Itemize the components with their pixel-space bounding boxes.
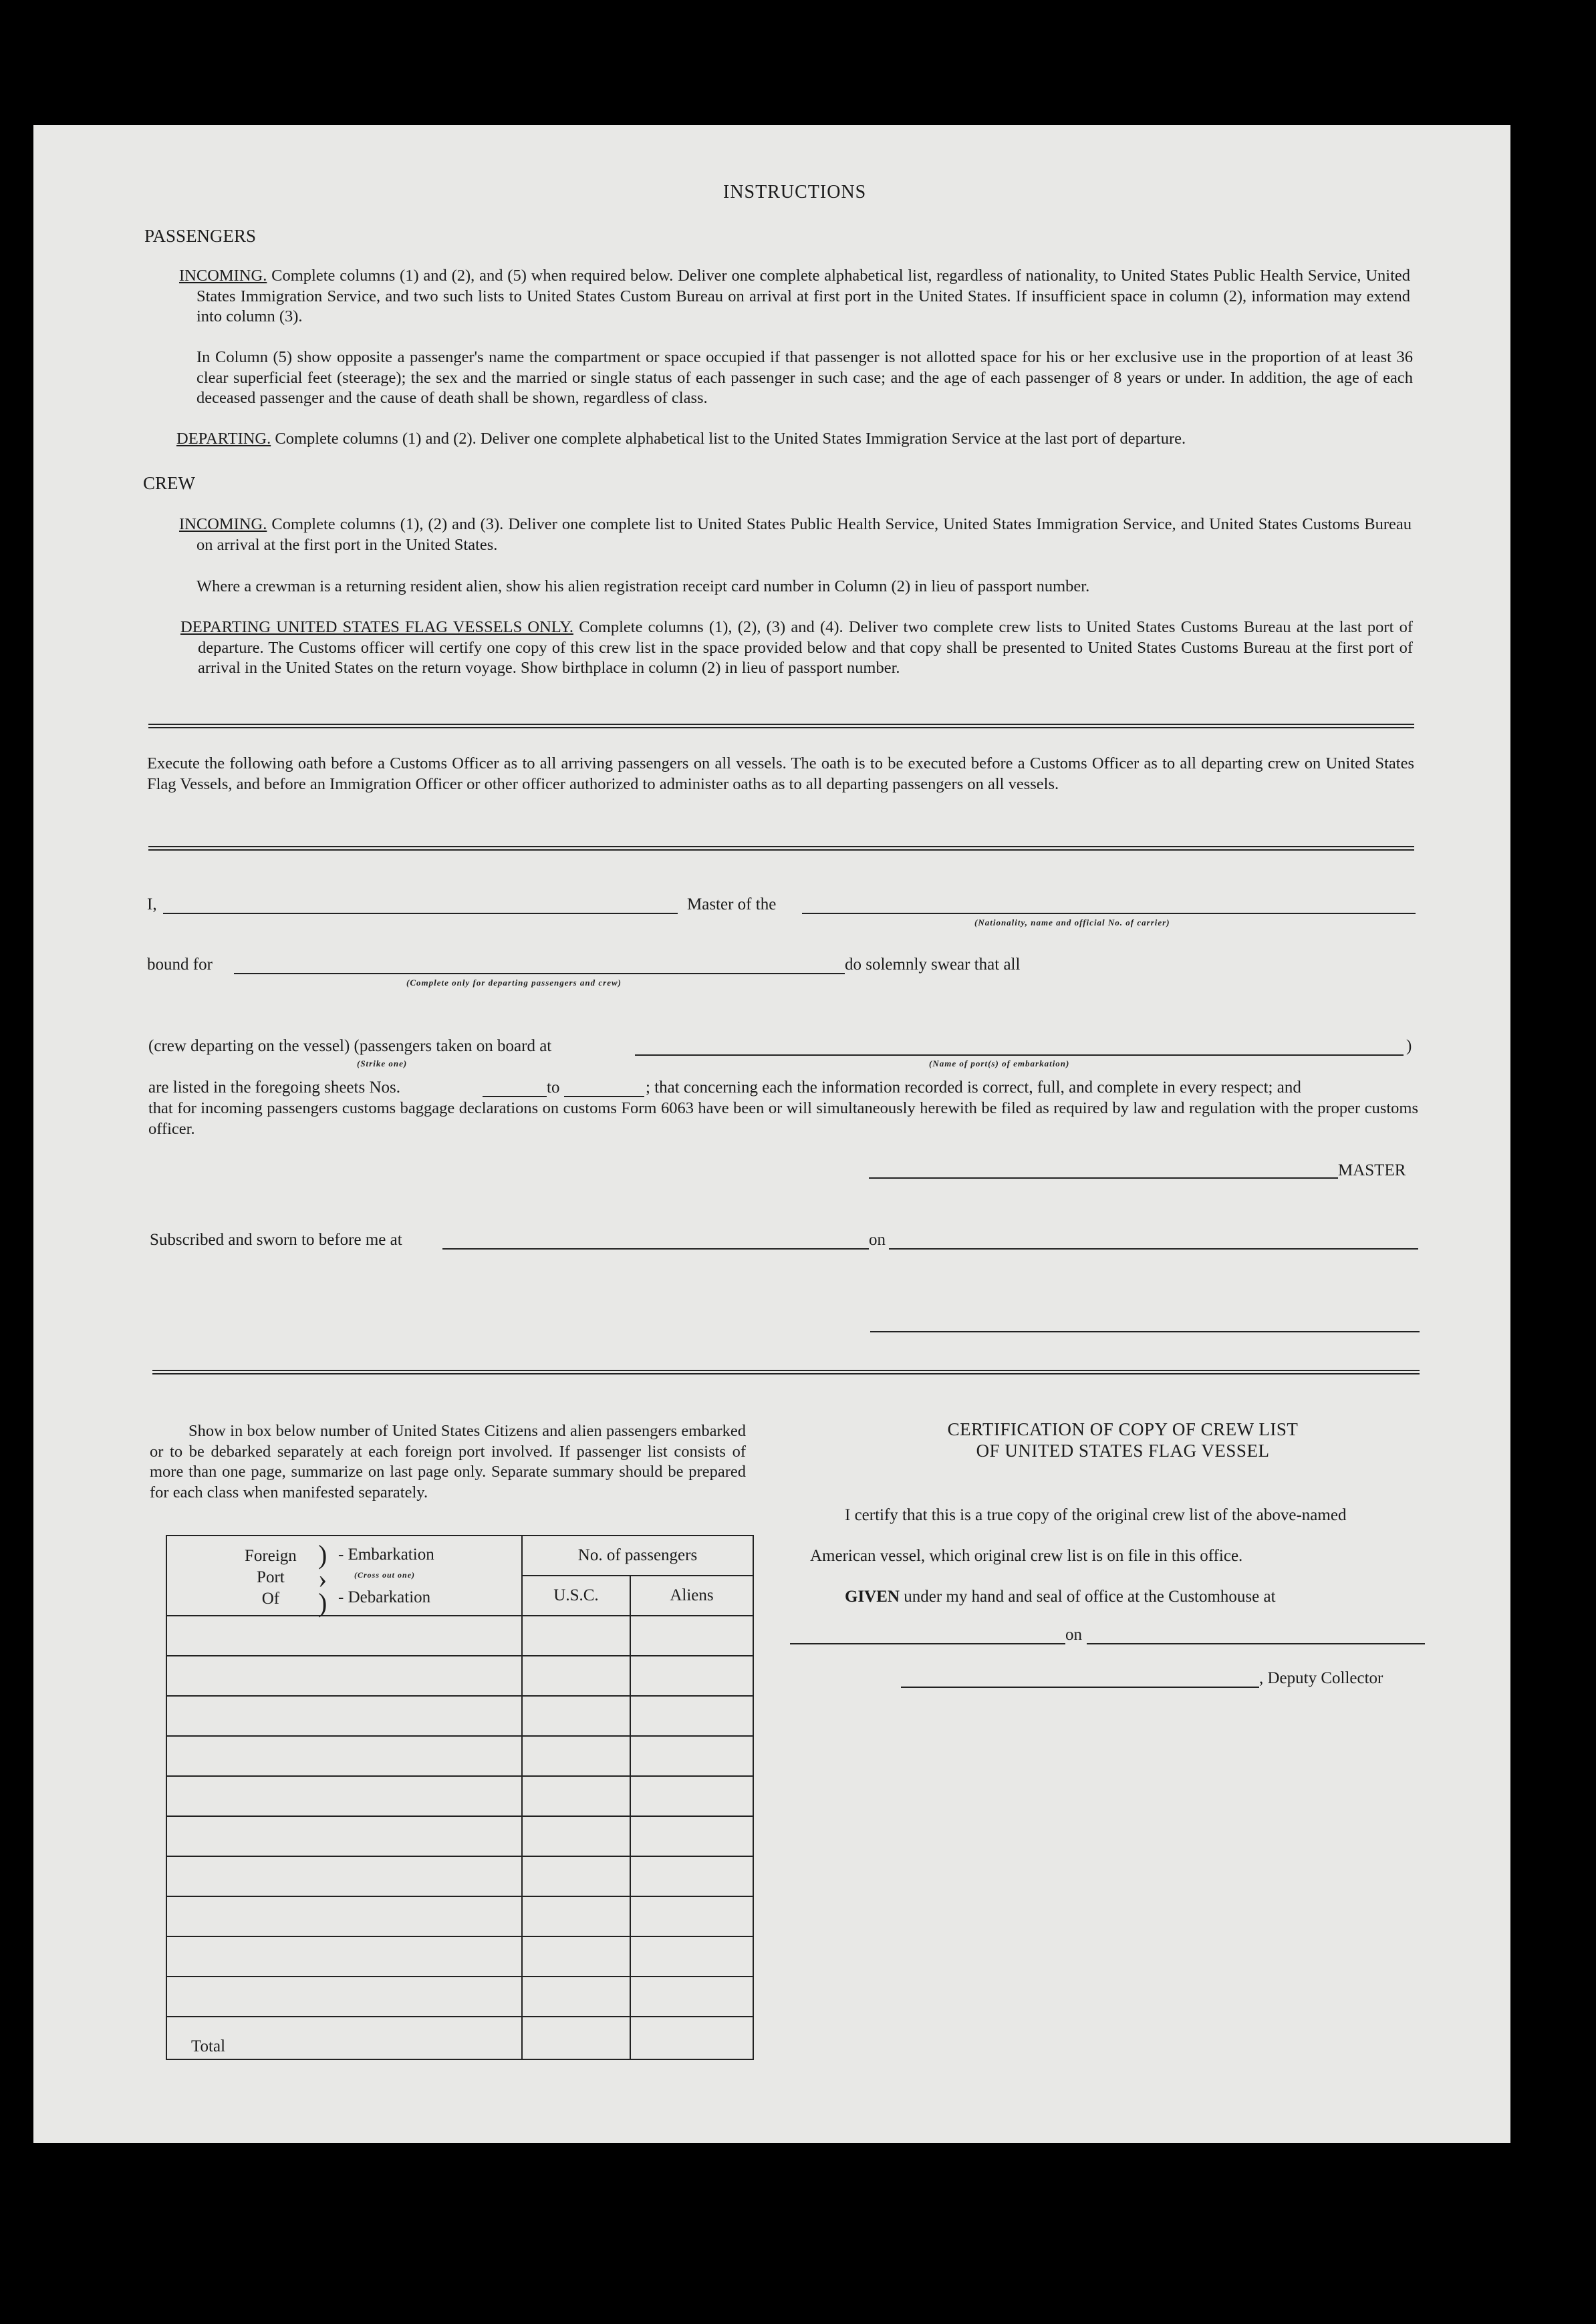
crew-heading: CREW: [143, 473, 195, 493]
aliens-cell[interactable]: [630, 1816, 753, 1856]
total-aliens-cell[interactable]: [630, 2017, 753, 2059]
table-row: [166, 1776, 753, 1816]
master-signature-field[interactable]: [869, 1177, 1338, 1179]
aliens-cell[interactable]: [630, 1696, 753, 1736]
port-cell[interactable]: [166, 1696, 522, 1736]
flag-vessels-text: Complete columns (1), (2), (3) and (4). Deliver two complete crew lists to United States Customs Bureau at the last port of departure. The Customs officer will certify one copy of this crew list in the space provided below and that copy shall be presented to United States Customs Bureau at the first port of arrival in the United States on the return voyage. Show birthplace in column (2) in lieu of passport number.: [198, 618, 1413, 677]
summary-text: Show in box below number of United States Citizens and alien passengers embarked or to be debarked separately at each foreign port involved. If passenger list consists of more than one page, summarize on last page only. Separate summary should be prepared for each class when manifested separately.: [150, 1422, 746, 1501]
american-vessel-text: American vessel, which original crew list is on file in this office.: [810, 1547, 1243, 1565]
cert-date-field[interactable]: [1087, 1643, 1425, 1644]
certification-title: [789, 1419, 1457, 1461]
table-row: [166, 1936, 753, 1977]
given-label: GIVEN: [845, 1588, 900, 1606]
usc-cell[interactable]: [522, 1816, 630, 1856]
oath-intro: Execute the following oath before a Customs Officer as to all arriving passengers on all vessels. The oath is to be executed before a Customs Officer as to all departing crew on United States Flag Vessels, and before an Immigration Officer or other officer authorized to administer oaths as to all departing passengers on all vessels.: [147, 754, 1414, 793]
aliens-cell[interactable]: [630, 1936, 753, 1977]
port-cell[interactable]: [166, 1856, 522, 1896]
cert-on-label: on: [1065, 1626, 1082, 1644]
crew-incoming-text: Complete columns (1), (2) and (3). Deliver one complete list to United States Public Health Service, United States Immigration Service, and United States Customs Bureau on arrival at the first port in the United States.: [196, 515, 1412, 554]
divider: [148, 724, 1414, 728]
close-paren: ): [1406, 1037, 1412, 1055]
foreign-label: Foreign: [245, 1547, 297, 1565]
crew-incoming-label: INCOMING.: [179, 515, 267, 533]
passengers-incoming-paragraph: [179, 266, 1411, 327]
port-cell[interactable]: [166, 1736, 522, 1776]
usc-cell[interactable]: [522, 1936, 630, 1977]
i-label: I,: [147, 895, 157, 913]
usc-cell[interactable]: [522, 1616, 630, 1656]
incoming-label: INCOMING.: [179, 267, 267, 285]
strike-one-note: (Strike one): [357, 1058, 408, 1068]
port-cell[interactable]: [166, 1656, 522, 1696]
listed-post: ; that concerning each the information recorded is correct, full, and complete in every respect; and: [646, 1078, 1301, 1097]
officer-signature-field[interactable]: [870, 1331, 1420, 1332]
table-row: [166, 1656, 753, 1696]
sheet-from-field[interactable]: [483, 1096, 547, 1097]
column5-paragraph: In Column (5) show opposite a passenger's name the compartment or space occupied if that passenger is not allotted space for his or her exclusive use in the proportion of at least 36 clear superficial feet (steerage); the sex and the married or single status of each passenger in such case; and the age of each passenger of 8 years or under. In addition, the age of each deceased passenger and the cause of death shall be shown, regardless of class.: [196, 348, 1413, 407]
crew-departing-label: (crew departing on the vessel) (passengers taken on board at: [148, 1037, 552, 1055]
usc-cell[interactable]: [522, 1736, 630, 1776]
usc-header: U.S.C.: [522, 1576, 630, 1616]
listed-to: to: [547, 1078, 560, 1097]
bound-for-label: bound for: [147, 956, 213, 974]
port-cell[interactable]: [166, 1896, 522, 1936]
embarkation-label: - Embarkation: [338, 1546, 434, 1564]
departing-note: (Complete only for departing passengers and crew): [406, 978, 622, 988]
given-text: [845, 1588, 1276, 1606]
port-cell[interactable]: [166, 1977, 522, 2017]
ports-note: (Name of port(s) of embarkation): [929, 1058, 1070, 1068]
deputy-collector-label: , Deputy Collector: [1259, 1669, 1383, 1687]
subscribed-label: Subscribed and sworn to before me at: [150, 1231, 402, 1249]
foreign-port-header: [166, 1536, 522, 1616]
aliens-cell[interactable]: [630, 1856, 753, 1896]
master-label: MASTER: [1338, 1161, 1406, 1179]
divider: [148, 846, 1414, 851]
deputy-signature-field[interactable]: [901, 1687, 1259, 1688]
table-row: [166, 1896, 753, 1936]
master-name-field[interactable]: [163, 913, 678, 914]
customhouse-field[interactable]: [790, 1643, 1065, 1644]
passengers-departing-paragraph: [176, 429, 1420, 450]
aliens-cell[interactable]: [630, 1736, 753, 1776]
port-cell[interactable]: [166, 1616, 522, 1656]
table-row: [166, 1816, 753, 1856]
swear-label: do solemnly swear that all: [845, 956, 1021, 974]
embarkation-ports-field[interactable]: [635, 1054, 1404, 1056]
certification-title-line1: CERTIFICATION OF COPY OF CREW LIST: [947, 1419, 1299, 1439]
sworn-place-field[interactable]: [442, 1248, 869, 1250]
divider: [152, 1370, 1420, 1374]
usc-cell[interactable]: [522, 1856, 630, 1896]
bound-for-field[interactable]: [234, 973, 845, 974]
aliens-header: Aliens: [630, 1576, 753, 1616]
sworn-date-field[interactable]: [889, 1248, 1418, 1250]
carrier-field[interactable]: [802, 913, 1416, 914]
passenger-summary-table: [166, 1535, 754, 2060]
total-usc-cell[interactable]: [522, 2017, 630, 2059]
usc-cell[interactable]: [522, 1696, 630, 1736]
table-row: [166, 1856, 753, 1896]
port-cell[interactable]: [166, 1936, 522, 1977]
usc-cell[interactable]: [522, 1896, 630, 1936]
sheet-to-field[interactable]: [564, 1096, 644, 1097]
usc-cell[interactable]: [522, 1977, 630, 2017]
crewman-paragraph: Where a crewman is a returning resident alien, show his alien registration receipt card number in Column (2) in lieu of passport number.: [196, 577, 1090, 595]
port-cell[interactable]: [166, 1816, 522, 1856]
certify-text: I certify that this is a true copy of the original crew list of the above-named: [845, 1506, 1347, 1524]
table-row: [166, 1977, 753, 2017]
sworn-on-label: on: [869, 1231, 886, 1249]
aliens-cell[interactable]: [630, 1977, 753, 2017]
debarkation-label: - Debarkation: [338, 1588, 431, 1606]
incoming-text: Complete columns (1) and (2), and (5) when required below. Deliver one complete alphabetical list, regardless of nationality, to United States Public Health Service, United States Immigration Service, and two such lists to United States Custom Bureau on arrival at first port in the United States. If insufficient space in column (2), information may extend into column (3).: [196, 267, 1411, 325]
aliens-cell[interactable]: [630, 1776, 753, 1816]
flag-vessels-label: DEPARTING UNITED STATES FLAG VESSELS ONLY.: [180, 618, 573, 636]
port-label: Port: [257, 1568, 285, 1586]
aliens-cell[interactable]: [630, 1616, 753, 1656]
aliens-cell[interactable]: [630, 1896, 753, 1936]
listed-pre: are listed in the foregoing sheets Nos.: [148, 1078, 400, 1097]
crew-incoming-paragraph: [179, 515, 1412, 555]
brace-icon: ) › ): [318, 1540, 327, 1618]
listed-rest: that for incoming passengers customs baggage declarations on customs Form 6063 have been or will simultaneously herewith be filed as required by law and regulation with the proper customs officer.: [148, 1099, 1418, 1138]
usc-cell[interactable]: [522, 1656, 630, 1696]
master-of-the-label: Master of the: [687, 895, 777, 913]
usc-cell[interactable]: [522, 1776, 630, 1816]
total-row: [166, 2017, 753, 2059]
flag-vessels-paragraph: [180, 617, 1413, 679]
given-rest: under my hand and seal of office at the Customhouse at: [904, 1588, 1276, 1606]
port-cell[interactable]: [166, 1776, 522, 1816]
instructions-title: INSTRUCTIONS: [723, 182, 867, 202]
total-label: Total: [166, 2017, 522, 2059]
aliens-cell[interactable]: [630, 1656, 753, 1696]
cross-out-note: (Cross out one): [354, 1570, 416, 1580]
departing-text: Complete columns (1) and (2). Deliver one complete alphabetical list to the United States Immigration Service at the last port of departure.: [275, 430, 1186, 448]
certification-title-line2: OF UNITED STATES FLAG VESSEL: [976, 1441, 1270, 1461]
table-row: [166, 1696, 753, 1736]
nationality-note: (Nationality, name and official No. of carrier): [974, 917, 1170, 927]
departing-label: DEPARTING.: [176, 430, 271, 448]
table-row: [166, 1736, 753, 1776]
no-passengers-header: No. of passengers: [522, 1536, 753, 1576]
passengers-heading: PASSENGERS: [144, 226, 257, 246]
of-label: Of: [261, 1590, 280, 1608]
table-row: [166, 1616, 753, 1656]
